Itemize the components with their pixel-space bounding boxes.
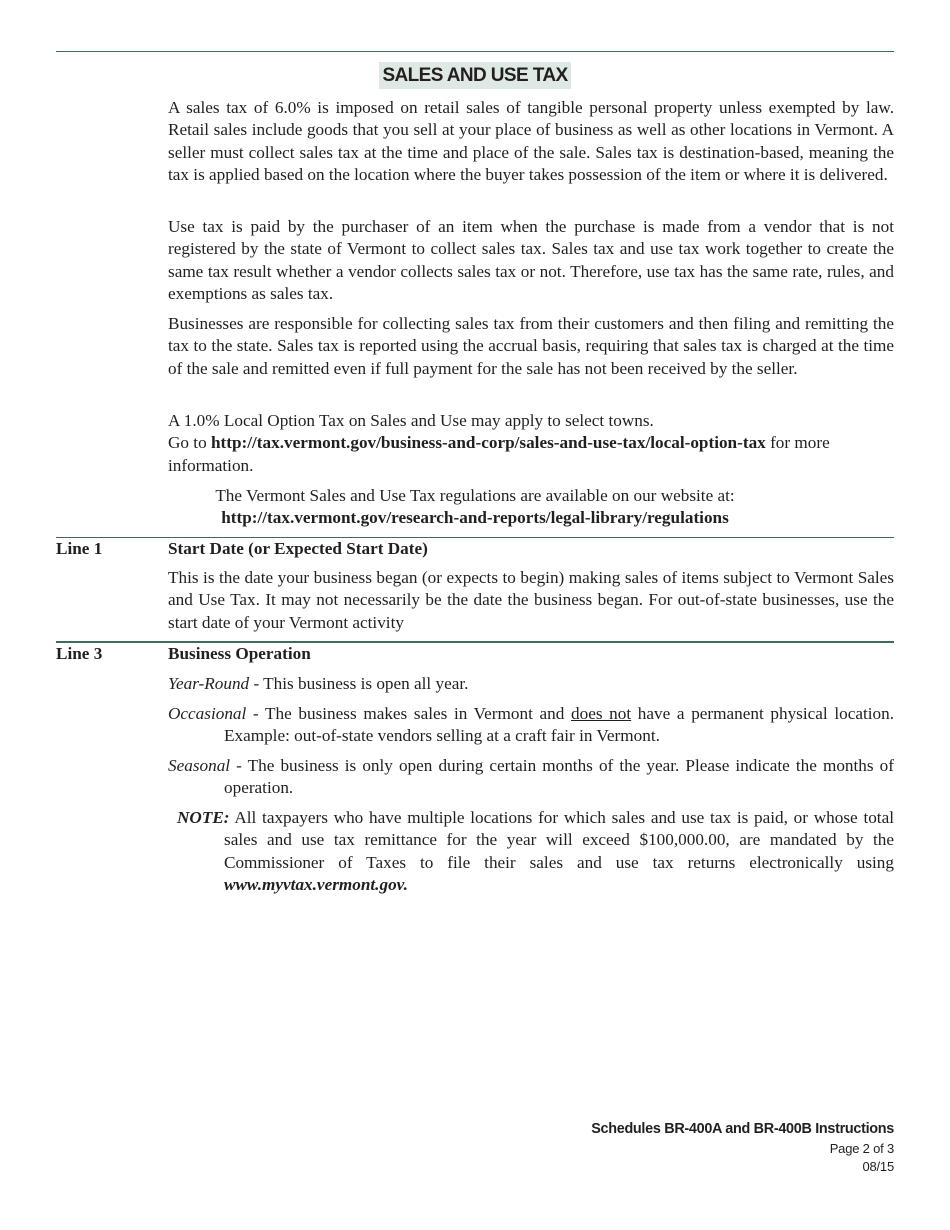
seasonal-term: Seasonal: [168, 756, 231, 775]
footer-date: 08/15: [862, 1159, 894, 1174]
year-round-term: Year-Round: [168, 674, 250, 693]
intro-paragraph-3: Businesses are responsible for collecting sales tax from their customers and then filing and remitting the tax to the state. Sales tax is reported using the accrual basis, requiring that sales tax is charged at the time of the sale and remitted even if full payment for the sale has not been received by the seller.: [168, 314, 894, 378]
line1-heading: Start Date (or Expected Start Date): [168, 539, 428, 558]
intro-paragraph-1: A sales tax of 6.0% is imposed on retail sales of tangible personal property unless exempted by law. Retail sales include goods that you sell at your place of business as well as other locations in Vermont. A seller must collect sales tax at the time and place of the sale. Sales tax is destination-based, meaning the tax is applied based on the location where the buyer takes possession of the item or where it is delivered.: [168, 98, 894, 185]
local-option-goto: [168, 432, 894, 477]
year-round-item: [168, 673, 894, 695]
occasional-text-b: have a permanent physical location. Example: out-of-state vendors selling at a craft fair in Vermont.: [224, 704, 894, 746]
goto-tail: for more information.: [168, 433, 830, 475]
top-divider: [56, 51, 894, 52]
line1-body: This is the date your business began (or expects to begin) making sales of items subject to Vermont Sales and Use Tax. It may not necessarily be the date the business began. For out-of-state businesses, use the start date of your Vermont activity: [168, 568, 894, 632]
note-label: NOTE:: [177, 808, 230, 827]
local-option-paragraph: [168, 410, 894, 477]
footer-page-number: Page 2 of 3: [829, 1141, 894, 1156]
regulations-link[interactable]: http://tax.vermont.gov/research-and-reports/legal-library/regulations: [221, 508, 729, 527]
line3-label: Line 3: [56, 644, 103, 663]
line3-heading: Business Operation: [168, 644, 311, 663]
note-text: All taxpayers who have multiple locations for which sales and use tax is paid, or whose total sales and use tax remittance for the year will exceed $100,000.00, are mandated by the Commissioner of Taxes to file their sales and use tax returns electronically using: [224, 808, 894, 872]
note-paragraph: [168, 807, 894, 897]
local-option-link[interactable]: http://tax.vermont.gov/business-and-corp/sales-and-use-tax/local-option-tax: [210, 433, 766, 453]
regulations-text: The Vermont Sales and Use Tax regulations are available on our website at:: [215, 486, 735, 505]
seasonal-text: - The business is only open during certain months of the year. Please indicate the months of operation.: [224, 756, 894, 798]
goto-text: Go to: [168, 433, 211, 453]
year-round-text: - This business is open all year.: [249, 674, 469, 693]
line1-label: Line 1: [56, 539, 103, 558]
occasional-item: [168, 703, 894, 748]
intro-paragraph-2: Use tax is paid by the purchaser of an item when the purchase is made from a vendor that is not registered by the state of Vermont to collect sales tax. Sales tax and use tax work together to create the same tax result whether a vendor collects sales tax or not. Therefore, use tax has the same rate, rules, and exemptions as sales tax.: [168, 217, 894, 304]
occasional-text-a: - The business makes sales in Vermont and: [246, 704, 571, 723]
occasional-underline: does not: [571, 704, 632, 723]
seasonal-item: [168, 755, 894, 800]
occasional-term: Occasional: [168, 704, 247, 723]
title-wrap: [0, 62, 950, 89]
footer-form-title: Schedules BR-400A and BR-400B Instructions: [591, 1121, 894, 1137]
myvtax-link[interactable]: www.myvtax.vermont.gov.: [224, 875, 408, 895]
local-option-line: A 1.0% Local Option Tax on Sales and Use may apply to select towns.: [168, 411, 654, 430]
section-title: SALES AND USE TAX: [379, 62, 570, 89]
